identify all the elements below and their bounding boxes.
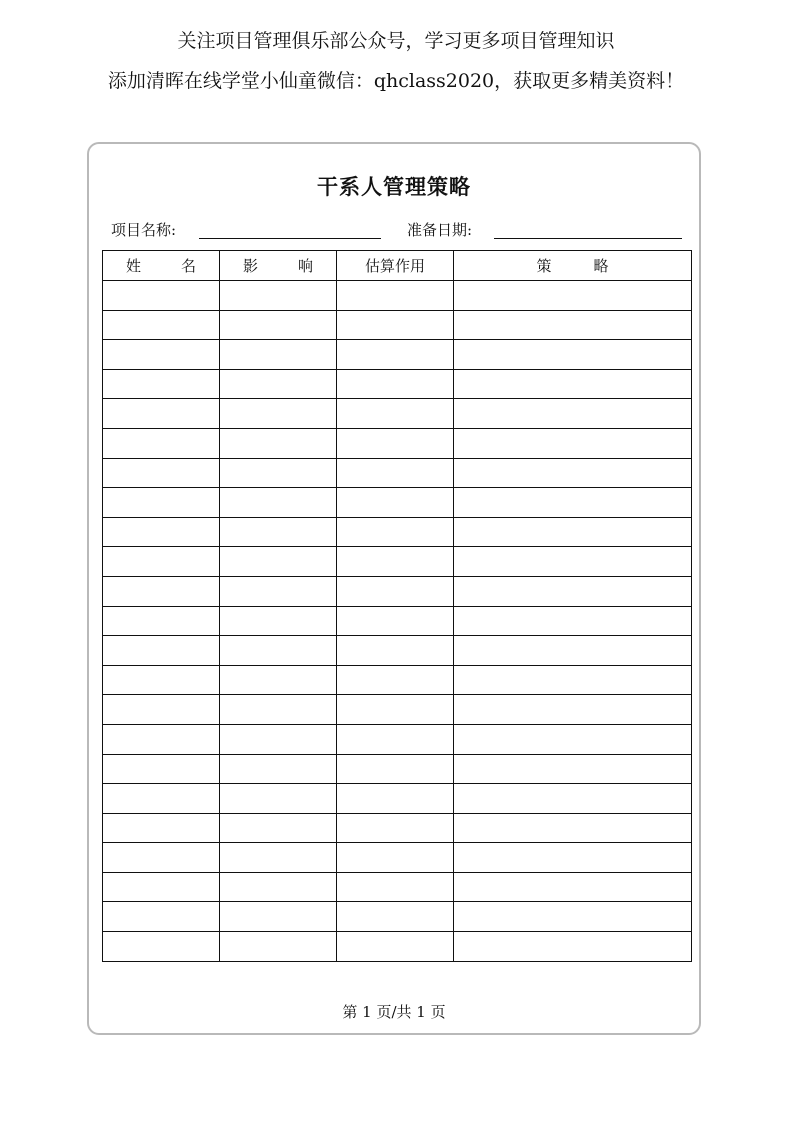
cell-influence[interactable]	[220, 488, 337, 518]
cell-name[interactable]	[103, 813, 220, 843]
cell-name[interactable]	[103, 488, 220, 518]
column-header-strategy-char-1: 策	[536, 257, 552, 275]
cell-influence[interactable]	[220, 281, 337, 311]
cell-name[interactable]	[103, 784, 220, 814]
table-row	[103, 340, 692, 370]
table-row	[103, 784, 692, 814]
cell-influence[interactable]	[220, 458, 337, 488]
cell-influence[interactable]	[220, 517, 337, 547]
cell-name[interactable]	[103, 843, 220, 873]
cell-name[interactable]	[103, 902, 220, 932]
cell-strategy[interactable]	[454, 488, 692, 518]
cell-estimated-role[interactable]	[337, 310, 454, 340]
cell-name[interactable]	[103, 606, 220, 636]
cell-strategy[interactable]	[454, 932, 692, 962]
cell-estimated-role[interactable]	[337, 458, 454, 488]
cell-name[interactable]	[103, 340, 220, 370]
table-row	[103, 872, 692, 902]
prep-date-field[interactable]	[494, 238, 682, 239]
cell-strategy[interactable]	[454, 636, 692, 666]
project-name-field[interactable]	[199, 238, 381, 239]
cell-name[interactable]	[103, 281, 220, 311]
cell-influence[interactable]	[220, 843, 337, 873]
cell-strategy[interactable]	[454, 902, 692, 932]
cell-estimated-role[interactable]	[337, 488, 454, 518]
cell-strategy[interactable]	[454, 310, 692, 340]
column-header-strategy	[454, 251, 692, 281]
cell-influence[interactable]	[220, 636, 337, 666]
cell-name[interactable]	[103, 636, 220, 666]
cell-strategy[interactable]	[454, 813, 692, 843]
table-row	[103, 310, 692, 340]
cell-name[interactable]	[103, 428, 220, 458]
cell-estimated-role[interactable]	[337, 281, 454, 311]
table-row	[103, 488, 692, 518]
cell-name[interactable]	[103, 695, 220, 725]
column-header-name-char-1: 姓	[126, 257, 142, 275]
cell-strategy[interactable]	[454, 547, 692, 577]
cell-influence[interactable]	[220, 310, 337, 340]
cell-name[interactable]	[103, 754, 220, 784]
cell-strategy[interactable]	[454, 665, 692, 695]
prep-date-label: 准备日期:	[407, 221, 473, 239]
cell-estimated-role[interactable]	[337, 754, 454, 784]
cell-name[interactable]	[103, 576, 220, 606]
cell-influence[interactable]	[220, 902, 337, 932]
cell-influence[interactable]	[220, 665, 337, 695]
column-header-influence-char-1: 影	[243, 257, 259, 275]
cell-name[interactable]	[103, 872, 220, 902]
table-row	[103, 576, 692, 606]
page-footer: 第 1 页/共 1 页	[342, 1003, 446, 1021]
column-header-name-char-2: 名	[180, 257, 196, 275]
cell-influence[interactable]	[220, 932, 337, 962]
table-row	[103, 695, 692, 725]
table-row	[103, 636, 692, 666]
cell-estimated-role[interactable]	[337, 902, 454, 932]
cell-name[interactable]	[103, 517, 220, 547]
cell-strategy[interactable]	[454, 724, 692, 754]
cell-strategy[interactable]	[454, 517, 692, 547]
cell-estimated-role[interactable]	[337, 872, 454, 902]
cell-name[interactable]	[103, 369, 220, 399]
cell-influence[interactable]	[220, 872, 337, 902]
cell-influence[interactable]	[220, 724, 337, 754]
column-header-estimated-role: 估算作用	[337, 251, 454, 281]
cell-estimated-role[interactable]	[337, 813, 454, 843]
table-row	[103, 606, 692, 636]
table-row	[103, 843, 692, 873]
cell-strategy[interactable]	[454, 606, 692, 636]
table-row	[103, 932, 692, 962]
cell-estimated-role[interactable]	[337, 399, 454, 429]
cell-estimated-role[interactable]	[337, 665, 454, 695]
cell-name[interactable]	[103, 665, 220, 695]
cell-influence[interactable]	[220, 369, 337, 399]
table-row	[103, 724, 692, 754]
form-title: 干系人管理策略	[317, 175, 471, 199]
cell-influence[interactable]	[220, 695, 337, 725]
cell-strategy[interactable]	[454, 458, 692, 488]
column-header-name	[103, 251, 220, 281]
cell-influence[interactable]	[220, 576, 337, 606]
table-row	[103, 754, 692, 784]
table-row	[103, 547, 692, 577]
cell-name[interactable]	[103, 547, 220, 577]
cell-influence[interactable]	[220, 399, 337, 429]
cell-name[interactable]	[103, 724, 220, 754]
cell-name[interactable]	[103, 310, 220, 340]
cell-estimated-role[interactable]	[337, 636, 454, 666]
cell-estimated-role[interactable]	[337, 369, 454, 399]
cell-strategy[interactable]	[454, 843, 692, 873]
cell-estimated-role[interactable]	[337, 695, 454, 725]
cell-influence[interactable]	[220, 606, 337, 636]
column-header-influence-char-2: 响	[297, 257, 313, 275]
cell-strategy[interactable]	[454, 340, 692, 370]
cell-strategy[interactable]	[454, 428, 692, 458]
cell-influence[interactable]	[220, 754, 337, 784]
cell-strategy[interactable]	[454, 576, 692, 606]
table-row	[103, 517, 692, 547]
cell-estimated-role[interactable]	[337, 340, 454, 370]
cell-strategy[interactable]	[454, 695, 692, 725]
cell-influence[interactable]	[220, 340, 337, 370]
cell-estimated-role[interactable]	[337, 517, 454, 547]
cell-influence[interactable]	[220, 813, 337, 843]
cell-estimated-role[interactable]	[337, 547, 454, 577]
cell-estimated-role[interactable]	[337, 932, 454, 962]
cell-estimated-role[interactable]	[337, 784, 454, 814]
table-row	[103, 458, 692, 488]
cell-influence[interactable]	[220, 547, 337, 577]
column-header-influence	[220, 251, 337, 281]
cell-strategy[interactable]	[454, 784, 692, 814]
cell-estimated-role[interactable]	[337, 843, 454, 873]
table-row	[103, 665, 692, 695]
cell-strategy[interactable]	[454, 369, 692, 399]
form-frame	[87, 142, 701, 1035]
header-notice-line-1: 关注项目管理俱乐部公众号，学习更多项目管理知识	[177, 30, 615, 52]
cell-strategy[interactable]	[454, 754, 692, 784]
cell-estimated-role[interactable]	[337, 724, 454, 754]
cell-strategy[interactable]	[454, 872, 692, 902]
table-row	[103, 428, 692, 458]
table-row	[103, 902, 692, 932]
cell-influence[interactable]	[220, 784, 337, 814]
table-row	[103, 369, 692, 399]
table-body	[103, 281, 692, 962]
cell-name[interactable]	[103, 458, 220, 488]
table-row	[103, 399, 692, 429]
cell-influence[interactable]	[220, 428, 337, 458]
cell-name[interactable]	[103, 932, 220, 962]
cell-strategy[interactable]	[454, 399, 692, 429]
project-name-label: 项目名称:	[111, 221, 177, 239]
stakeholder-table	[102, 250, 692, 962]
cell-name[interactable]	[103, 399, 220, 429]
table-header-row	[103, 251, 692, 281]
header-notice-line-2: 添加清晖在线学堂小仙童微信：qhclass2020，获取更多精美资料！	[107, 70, 685, 92]
cell-estimated-role[interactable]	[337, 428, 454, 458]
table-row	[103, 813, 692, 843]
cell-estimated-role[interactable]	[337, 576, 454, 606]
table-row	[103, 281, 692, 311]
cell-estimated-role[interactable]	[337, 606, 454, 636]
cell-strategy[interactable]	[454, 281, 692, 311]
column-header-strategy-char-2: 略	[593, 257, 609, 275]
